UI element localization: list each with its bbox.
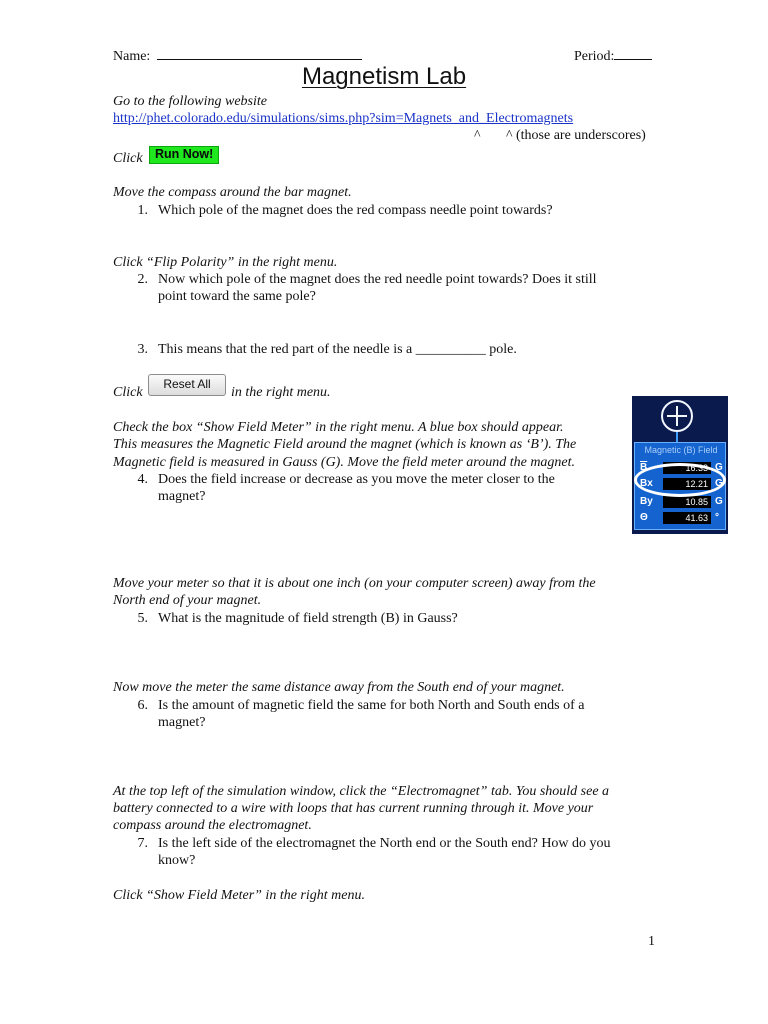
question-number-1: 1. — [137, 203, 148, 218]
question-number-5: 5. — [137, 611, 148, 626]
field-meter-instruction-line-1: Check the box “Show Field Meter” in the right menu. A blue box should appear. — [113, 420, 564, 435]
field-unit: G — [715, 478, 723, 489]
click-label-2: Click — [113, 385, 143, 400]
page-title: Magnetism Lab — [301, 63, 467, 90]
highlight-oval — [634, 463, 726, 497]
question-3-text: This means that the red part of the needle is a __________ pole. — [158, 342, 517, 357]
period-blank-line — [614, 47, 652, 60]
field-label: Θ — [640, 512, 648, 523]
field-value: 16.33 — [663, 462, 711, 474]
field-meter-title: Magnetic (B) Field — [644, 445, 718, 455]
name-blank-line — [157, 47, 362, 60]
question-7-line-2: know? — [158, 853, 196, 868]
page-number: 1 — [648, 934, 655, 949]
question-6-line-2: magnet? — [158, 715, 206, 730]
field-label: $\overline{B}$ — [640, 462, 648, 473]
instruction-north-line-2: North end of your magnet. — [113, 593, 262, 608]
field-meter-instruction-line-2: This measures the Magnetic Field around the magnet (which is known as ‘B’). The — [113, 437, 577, 452]
simulation-link[interactable]: http://phet.colorado.edu/simulations/sims.php?sim=Magnets_and_Electromagnets — [113, 111, 574, 126]
caret-2: ^ — [506, 128, 513, 143]
field-meter-instruction-line-3: Magnetic field is measured in Gauss (G). Move the field meter around the magnet. — [113, 455, 576, 470]
reset-all-suffix: in the right menu. — [231, 385, 331, 400]
caret-1: ^ — [474, 128, 481, 143]
question-2-line-1: Now which pole of the magnet does the red needle point towards? Does it still — [158, 272, 597, 287]
question-number-6: 6. — [137, 698, 148, 713]
field-row-by — [635, 495, 727, 509]
intro-go-to: Go to the following website — [113, 94, 267, 109]
question-5-text: What is the magnitude of field strength (B) in Gauss? — [158, 611, 458, 626]
click-label-1: Click — [113, 151, 143, 166]
field-value: 10.85 — [663, 496, 711, 508]
question-2-line-2: point toward the same pole? — [158, 289, 316, 304]
probe-stem — [676, 432, 678, 442]
field-unit: G — [715, 496, 723, 507]
crosshair-horizontal — [667, 415, 687, 417]
field-unit: G — [715, 462, 723, 473]
question-1-text: Which pole of the magnet does the red compass needle point towards? — [158, 203, 553, 218]
electromagnet-instruction-line-2: battery connected to a wire with loops that has current running through it. Move your — [113, 801, 594, 816]
field-label: Bx — [640, 478, 653, 489]
question-7-line-1: Is the left side of the electromagnet the North end or the South end? How do you — [158, 836, 611, 851]
field-value: 41.63 — [663, 512, 711, 524]
instruction-south: Now move the meter the same distance away from the South end of your magnet. — [113, 680, 565, 695]
underscore-note: (those are underscores) — [516, 128, 646, 143]
field-label: By — [640, 496, 653, 507]
question-number-2: 2. — [137, 272, 148, 287]
instruction-compass: Move the compass around the bar magnet. — [113, 185, 352, 200]
field-unit: ° — [715, 512, 719, 523]
run-now-button[interactable]: Run Now! — [149, 146, 219, 164]
field-value: 12.21 — [663, 478, 711, 490]
instruction-show-field-meter: Click “Show Field Meter” in the right menu. — [113, 888, 365, 903]
instruction-north-line-1: Move your meter so that it is about one inch (on your computer screen) away from the — [113, 576, 596, 591]
question-4-line-1: Does the field increase or decrease as you move the meter closer to the — [158, 472, 555, 487]
electromagnet-instruction-line-1: At the top left of the simulation window, click the “Electromagnet” tab. You should see a — [113, 784, 610, 799]
name-label: Name: — [113, 49, 151, 64]
question-6-line-1: Is the amount of magnetic field the same for both North and South ends of a — [158, 698, 585, 713]
question-number-4: 4. — [137, 472, 148, 487]
question-number-3: 3. — [137, 342, 148, 357]
reset-all-button[interactable]: Reset All — [148, 374, 226, 396]
field-row-theta — [635, 511, 727, 525]
field-meter-screenshot — [632, 396, 728, 534]
question-4-line-2: magnet? — [158, 489, 206, 504]
period-label: Period: — [574, 49, 615, 64]
instruction-flip-polarity: Click “Flip Polarity” in the right menu. — [113, 255, 338, 270]
electromagnet-instruction-line-3: compass around the electromagnet. — [113, 818, 312, 833]
question-number-7: 7. — [137, 836, 148, 851]
